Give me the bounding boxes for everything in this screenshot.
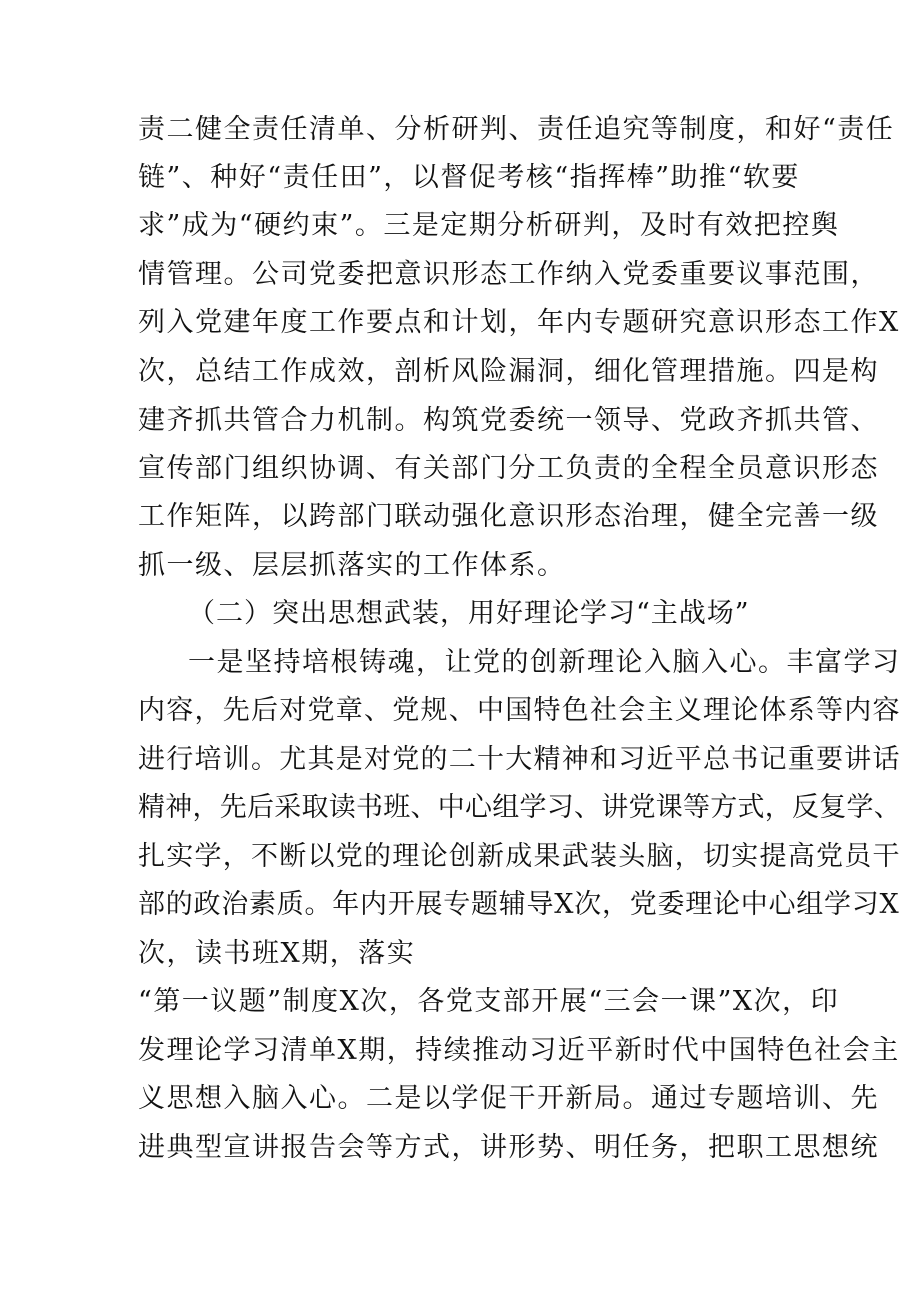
text-line: 次，读书班X期，落实 [138,938,416,969]
text-line: 发理论学习清单X期，持续推动习近平新时代中国特色社会主 [138,1035,900,1066]
text-line: 内容，先后对党章、党规、中国特色社会主义理论体系等内容 [138,695,901,726]
text-line: 情管理。公司党委把意识形态工作纳入党委重要议事范围， [138,259,879,290]
text-line: 次，总结工作成效，剖析风险漏洞，细化管理措施。四是构 [138,356,879,387]
text-line: 扎实学，不断以党的理论创新成果武装头脑，切实提高党员干 [138,841,901,872]
text-line: 进行培训。尤其是对党的二十大精神和习近平总书记重要讲话 [138,744,901,775]
text-line: 宣传部门组织协调、有关部门分工负责的全程全员意识形态 [138,453,879,484]
text-line: 义思想入脑入心。二是以学促干开新局。通过专题培训、先 [138,1083,879,1114]
text-line: “第一议题”制度X次，各党支部开展“三会一课”X次，印 [138,986,840,1017]
text-line: 列入党建年度工作要点和计划，年内专题研究意识形态工作X [138,307,900,338]
text-line: 进典型宣讲报告会等方式，讲形势、明任务，把职工思想统 [138,1132,879,1163]
section-heading: （二）突出思想武装，用好理论学习“主战场” [188,598,750,629]
text-line: 抓一级、层层抓落实的工作体系。 [138,550,566,581]
text-line: 求”成为“硬约束”。三是定期分析研判，及时有效把控舆 [138,210,840,241]
text-line: 工作矩阵，以跨部门联动强化意识形态治理，健全完善一级 [138,501,879,532]
text-line: 精神，先后采取读书班、中心组学习、讲党课等方式，反复学、 [138,792,901,823]
text-line: 一是坚持培根铸魂，让党的创新理论入脑入心。丰富学习 [188,647,901,678]
text-line: 责二健全责任清单、分析研判、责任追究等制度，和好“责任 [138,114,895,145]
text-line: 链”、种好“责任田”，以督促考核“指挥棒”助推“软要 [138,162,800,193]
text-line: 部的政治素质。年内开展专题辅导X次，党委理论中心组学习X [138,889,900,920]
text-line: 建齐抓共管合力机制。构筑党委统一领导、党政齐抓共管、 [138,405,879,436]
